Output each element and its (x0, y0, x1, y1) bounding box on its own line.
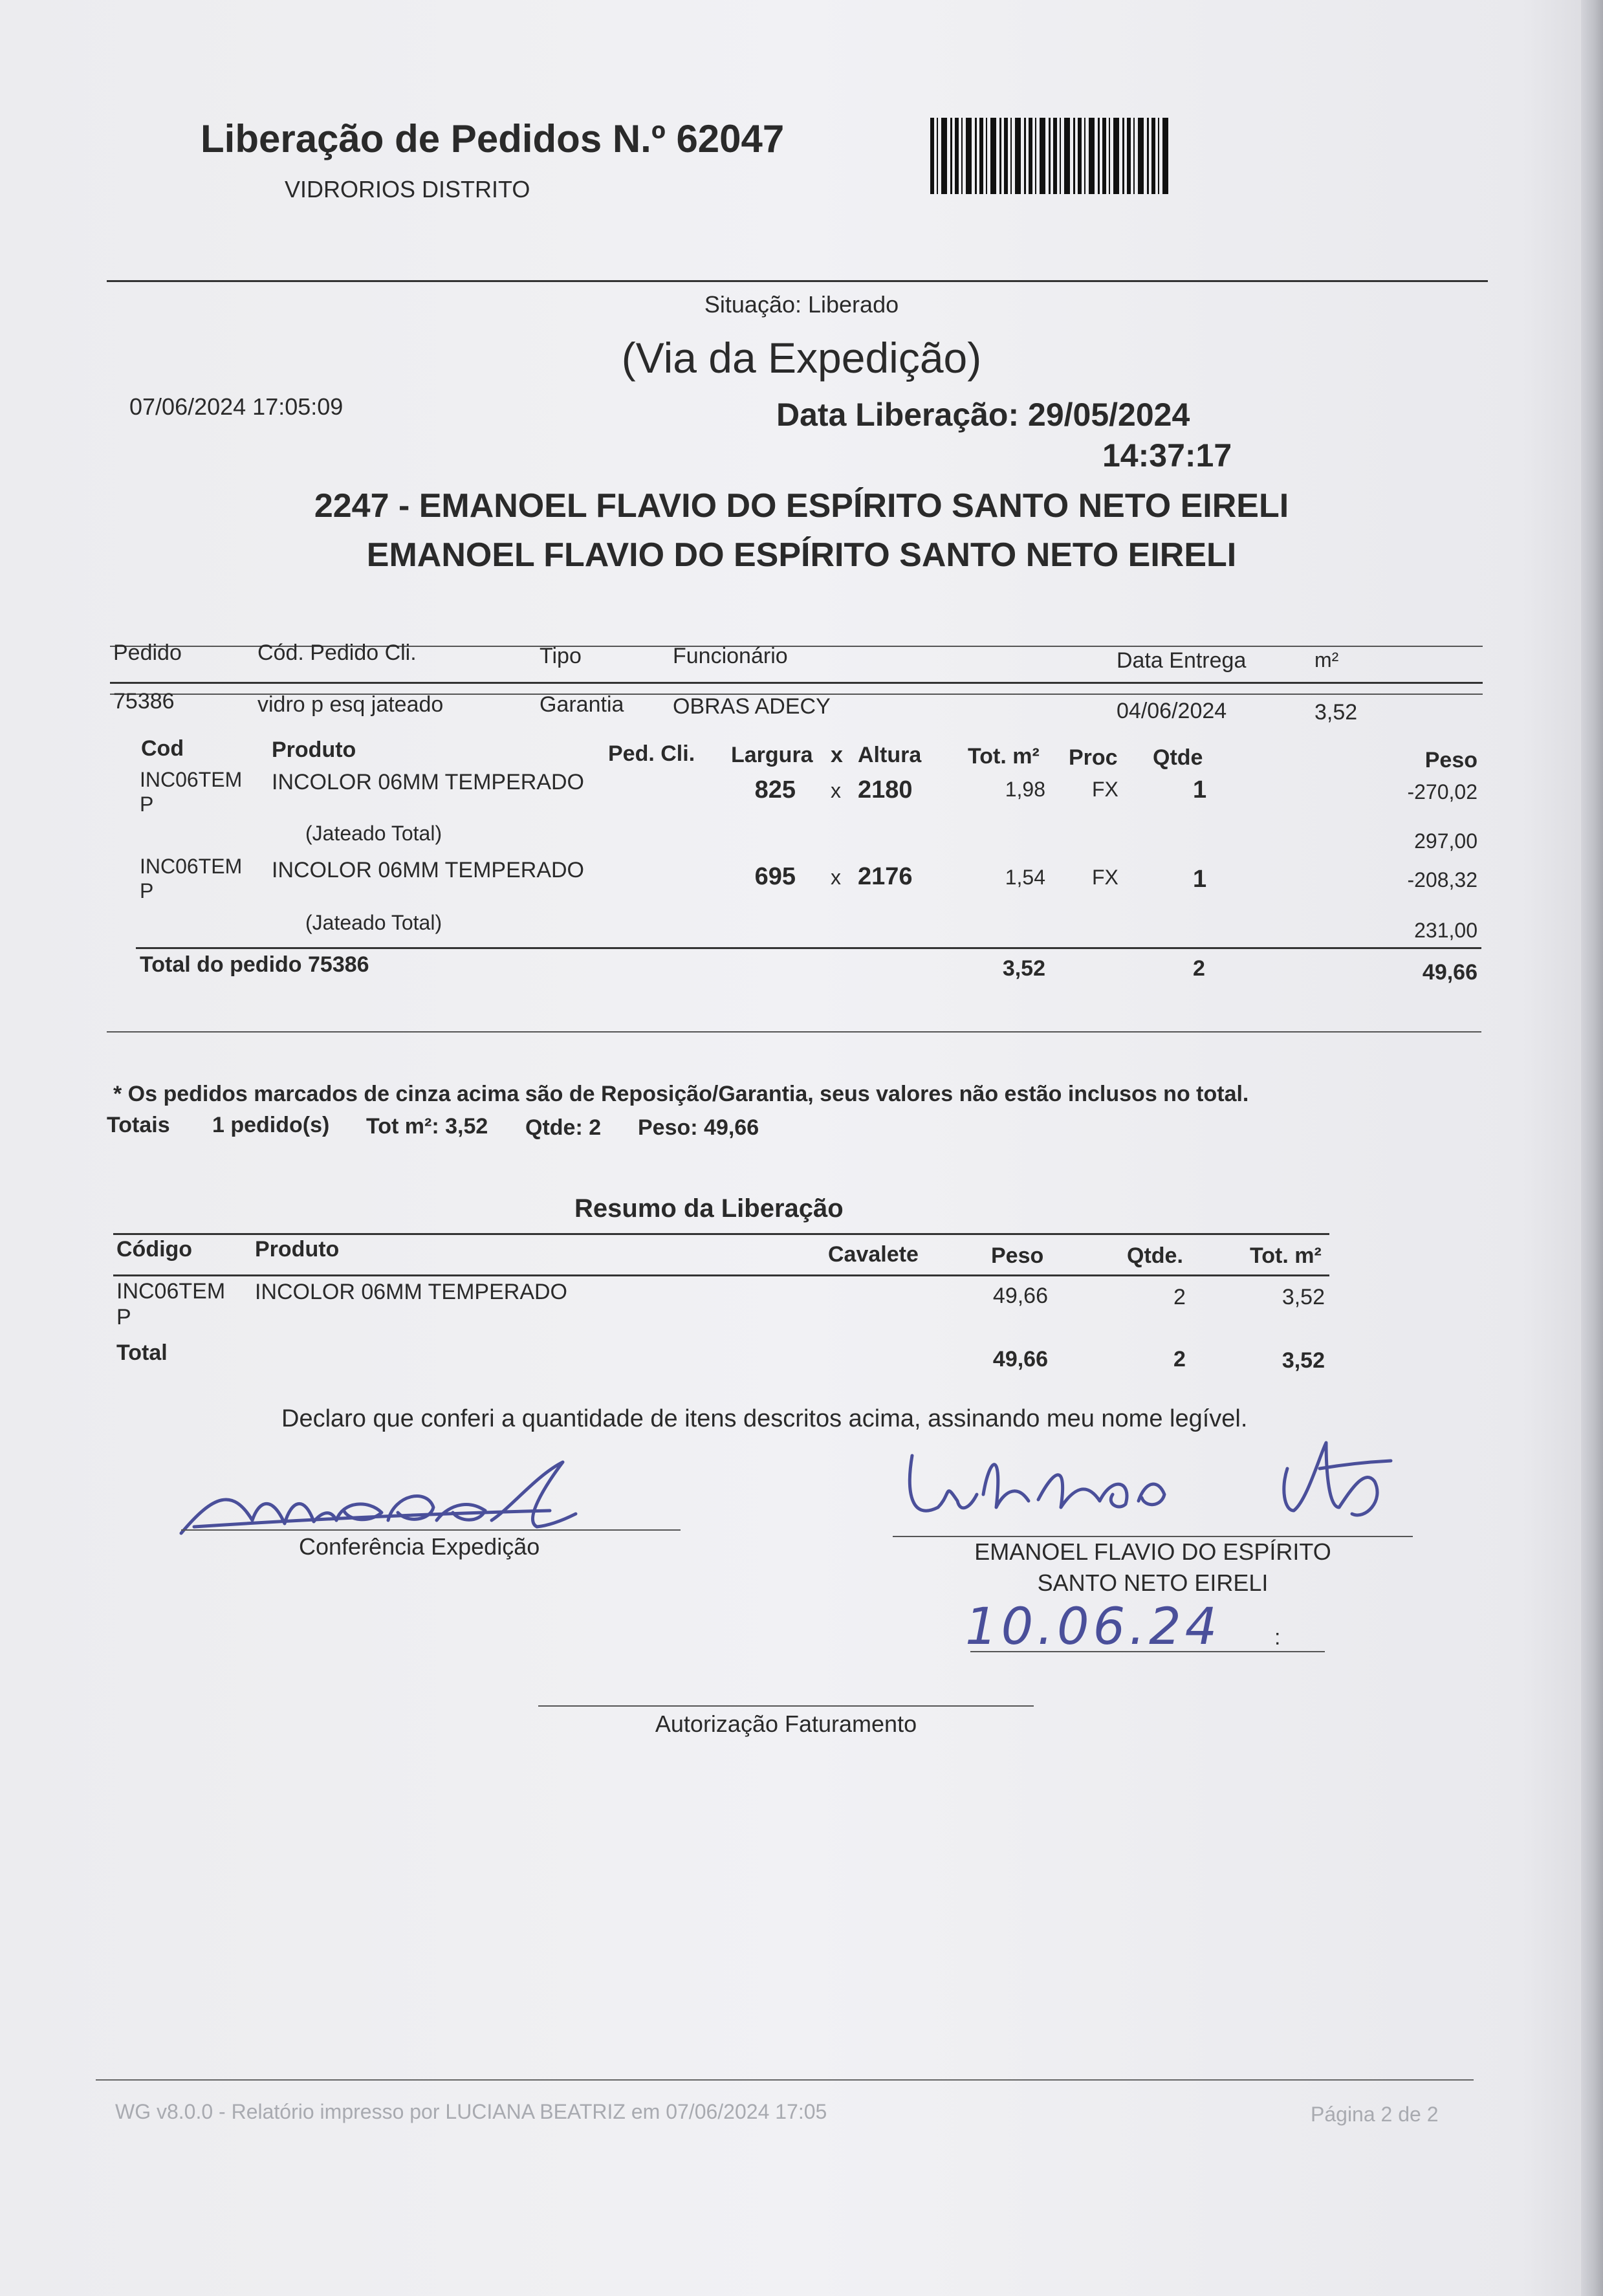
item-1-largura: 825 (754, 776, 796, 804)
item-1-cod-line-2: P (140, 793, 154, 816)
summary-header-qtde: Qtde. (1127, 1243, 1183, 1268)
footer-page-number: Página 2 de 2 (1311, 2103, 1439, 2126)
authorization-line (538, 1705, 1034, 1707)
item-2-produto: INCOLOR 06MM TEMPERADO (272, 858, 585, 882)
summary-total-label: Total (116, 1340, 168, 1365)
items-header-altura: Altura (858, 743, 922, 767)
footer-left-text: WG v8.0.0 - Relatório impresso por LUCIANA BEATRIZ em 07/06/2024 17:05 (115, 2100, 827, 2123)
items-header-proc: Proc (1069, 745, 1118, 770)
summary-header-cavalete: Cavalete (828, 1242, 919, 1267)
item-1-cod (140, 767, 242, 816)
item-2-proc: FX (1092, 866, 1118, 889)
client-signature-line (893, 1536, 1413, 1537)
client-line-2: EMANOEL FLAVIO DO ESPÍRITO SANTO NETO EIRELI (366, 536, 1237, 574)
item-2-cod (140, 854, 242, 903)
release-date: Data Liberação: 29/05/2024 (776, 397, 1190, 433)
order-header-cod-pedido-cli: Cód. Pedido Cli. (257, 640, 417, 665)
summary-codigo-line-1: INC06TEM (116, 1279, 226, 1304)
item-1-proc: FX (1092, 778, 1118, 801)
item-1-cod-line-1: INC06TEM (140, 768, 243, 791)
item-2-peso: -208,32 (1407, 868, 1478, 891)
totals-label: Totais (107, 1113, 170, 1137)
totals-pedidos: 1 pedido(s) (212, 1113, 330, 1137)
totals-peso: Peso: 49,66 (638, 1115, 759, 1140)
date-line (970, 1651, 1325, 1652)
totals-tot-m2: Tot m²: 3,52 (366, 1114, 488, 1139)
summary-top-line (113, 1233, 1329, 1235)
footnote: * Os pedidos marcados de cinza acima são de Reposição/Garantia, seus valores não estão inclusos no total. (113, 1082, 1249, 1106)
item-1-note: (Jateado Total) (305, 822, 442, 845)
item-2-cod-line-1: INC06TEM (140, 855, 243, 878)
summary-header-line (113, 1274, 1329, 1276)
item-2-largura: 695 (754, 863, 796, 890)
summary-qtde: 2 (1173, 1285, 1186, 1309)
items-header-peso: Peso (1424, 748, 1478, 772)
barcode (930, 118, 1171, 194)
order-header-m2: m² (1314, 648, 1339, 672)
items-header-cod: Cod (141, 736, 184, 761)
items-header-ped-cli: Ped. Cli. (608, 741, 695, 766)
item-1-qtde: 1 (1193, 776, 1207, 804)
summary-header-codigo: Código (116, 1237, 193, 1262)
header-divider (107, 280, 1488, 282)
section-divider (107, 1031, 1481, 1033)
date-colon: : (1274, 1625, 1281, 1650)
order-header-tipo: Tipo (540, 644, 582, 668)
summary-header-peso: Peso (991, 1243, 1044, 1268)
client-signature-label-2: SANTO NETO EIRELI (1037, 1569, 1269, 1596)
order-header-pedido: Pedido (113, 640, 182, 665)
order-m2: 3,52 (1314, 700, 1358, 725)
item-1-peso-2: 297,00 (1414, 829, 1478, 853)
order-data-entrega: 04/06/2024 (1117, 699, 1227, 723)
item-1-altura: 2180 (858, 776, 913, 804)
summary-peso: 49,66 (992, 1284, 1048, 1308)
client-signature (899, 1430, 1430, 1546)
item-1-tot-m2: 1,98 (1005, 778, 1045, 801)
summary-tot-m2: 3,52 (1281, 1285, 1325, 1309)
order-funcionario: OBRAS ADECY (673, 694, 831, 719)
order-cod-pedido-cli: vidro p esq jateado (257, 692, 444, 717)
item-2-altura: 2176 (858, 863, 913, 890)
summary-total-peso: 49,66 (992, 1347, 1048, 1372)
release-time: 14:37:17 (1102, 437, 1232, 474)
via-title: (Via da Expedição) (621, 334, 982, 382)
item-2-qtde: 1 (1193, 866, 1207, 893)
summary-header-produto: Produto (255, 1237, 340, 1262)
summary-total-tot-m2: 3,52 (1281, 1348, 1325, 1373)
items-header-tot-m2: Tot. m² (968, 744, 1040, 769)
order-header-funcionario: Funcionário (673, 644, 788, 668)
order-table-header-line (110, 682, 1483, 684)
company-name: VIDRORIOS DISTRITO (285, 176, 530, 202)
footer-line (96, 2079, 1474, 2081)
summary-produto: INCOLOR 06MM TEMPERADO (255, 1280, 568, 1304)
conferencia-signature-line (181, 1529, 681, 1531)
items-header-largura: Largura (731, 743, 813, 767)
item-1-x: x (831, 779, 841, 802)
order-tipo: Garantia (540, 692, 624, 717)
item-2-x: x (831, 866, 841, 889)
conferencia-signature (175, 1449, 589, 1546)
order-total-peso: 49,66 (1422, 960, 1478, 985)
summary-header-tot-m2: Tot. m² (1250, 1243, 1322, 1268)
items-header-x: x (831, 743, 843, 767)
summary-codigo-line-2: P (116, 1305, 131, 1329)
item-2-note: (Jateado Total) (305, 911, 442, 934)
summary-title: Resumo da Liberação (574, 1194, 844, 1223)
item-1-produto: INCOLOR 06MM TEMPERADO (272, 770, 585, 794)
items-header-qtde: Qtde (1153, 745, 1203, 770)
client-signature-label-1: EMANOEL FLAVIO DO ESPÍRITO (974, 1538, 1331, 1565)
item-2-peso-2: 231,00 (1414, 919, 1478, 942)
item-1-peso: -270,02 (1407, 780, 1478, 804)
order-header-data-entrega: Data Entrega (1117, 648, 1247, 673)
order-total-qtde: 2 (1193, 956, 1205, 981)
document-title: Liberação de Pedidos N.º 62047 (201, 117, 785, 160)
authorization-label: Autorização Faturamento (655, 1711, 917, 1737)
item-2-cod-line-2: P (140, 879, 154, 902)
order-total-line (136, 947, 1481, 949)
item-2-tot-m2: 1,54 (1005, 866, 1045, 889)
conferencia-label: Conferência Expedição (299, 1533, 540, 1560)
order-total-label: Total do pedido 75386 (140, 952, 369, 977)
summary-total-qtde: 2 (1173, 1347, 1186, 1372)
handwritten-date: 10.06.24 (965, 1598, 1221, 1656)
order-total-tot-m2: 3,52 (1002, 956, 1045, 981)
order-pedido: 75386 (113, 689, 175, 714)
status-text: Situação: Liberado (704, 291, 899, 318)
print-datetime: 07/06/2024 17:05:09 (129, 393, 344, 420)
paper-edge-shadow (1581, 0, 1603, 2296)
client-line-1: 2247 - EMANOEL FLAVIO DO ESPÍRITO SANTO NETO EIRELI (314, 487, 1289, 525)
summary-codigo (116, 1278, 225, 1330)
totals-qtde: Qtde: 2 (525, 1115, 602, 1140)
declaration-text: Declaro que conferi a quantidade de itens descritos acima, assinando meu nome legível. (281, 1405, 1248, 1432)
items-header-produto: Produto (272, 738, 356, 762)
